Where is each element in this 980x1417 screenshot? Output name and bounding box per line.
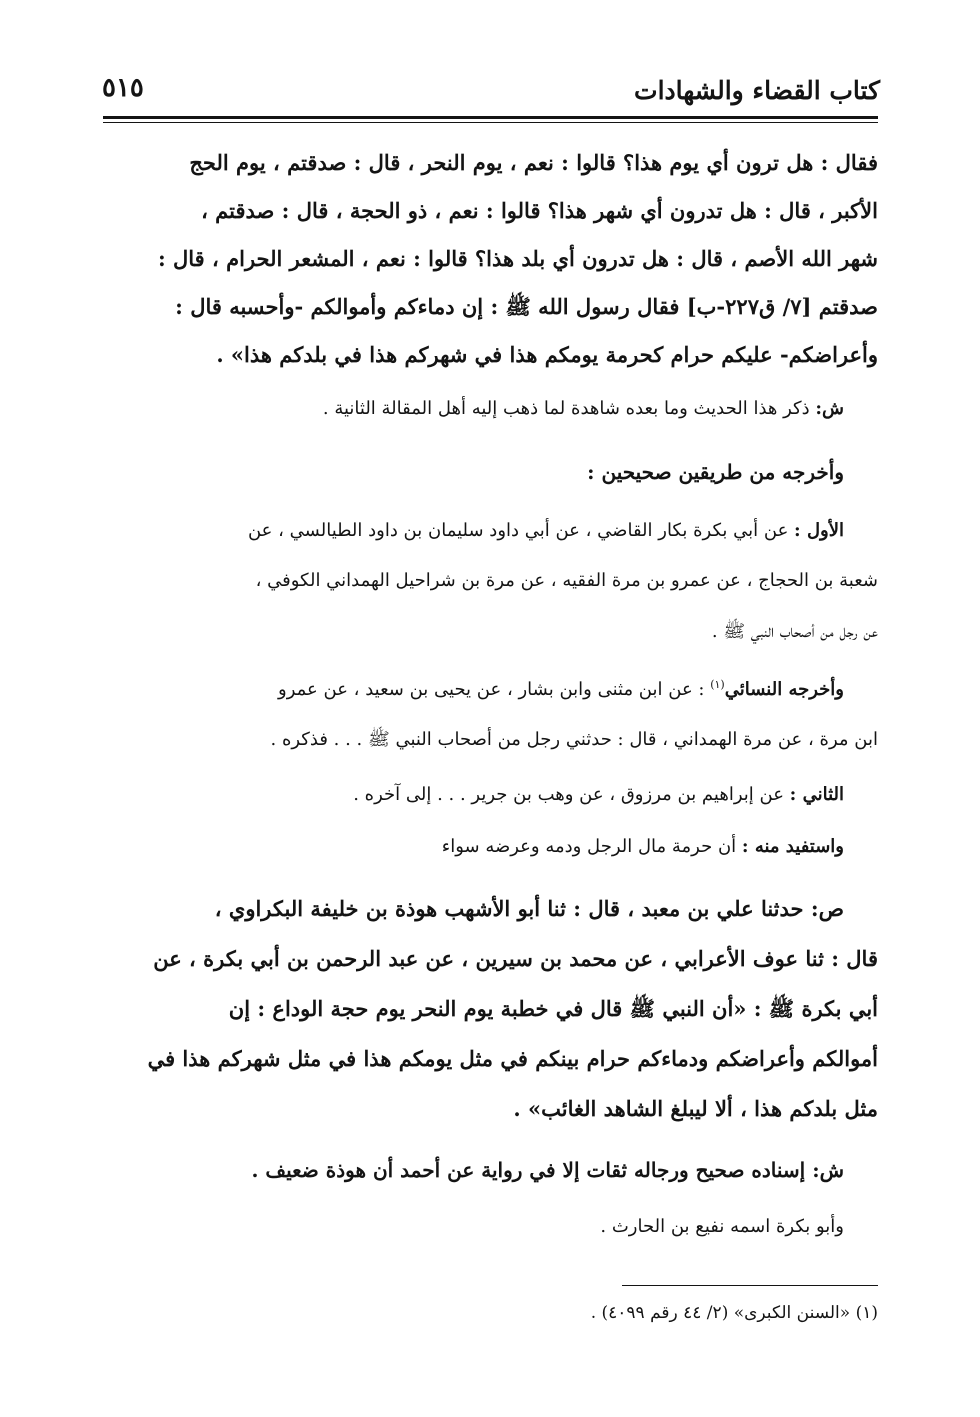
- p1-line-3: شهر الله الأصم ، قال : هل تدرون أي بلد هذا؟ قالوا : نعم ، المشعر الحرام ، قال :: [157, 246, 878, 271]
- p4-lead: الأول :: [794, 520, 844, 541]
- p7-text: أن حرمة مال الرجل ودمه وعرضه سواء: [441, 836, 742, 857]
- p5-line-1: [278, 678, 844, 700]
- p9-text: إسناده صحيح ورجاله ثقات إلا في رواية عن أحمد أن هوذة ضعيف .: [251, 1158, 813, 1182]
- running-header-title: كتاب القضاء والشهادات: [634, 76, 880, 105]
- p3-heading: وأخرجه من طريقين صحيحين :: [587, 460, 844, 484]
- p8-line-3: أبي بكرة ﷺ : «أن النبي ﷺ قال في خطبة يوم النحر يوم حجة الوداع : إن: [228, 996, 878, 1021]
- page-number: ٥١٥: [102, 73, 144, 103]
- footnote-1: (١) «السنن الكبرى» (٢/ ٤٤ رقم ٤٠٩٩) .: [590, 1303, 878, 1323]
- p1-line-5: وأعراضكم- عليكم حرام كحرمة يومكم هذا في شهركم هذا في بلدكم هذا» .: [216, 342, 878, 367]
- p2-line: [323, 398, 844, 419]
- p1-line-2: الأكبر ، قال : هل تدرون أي شهر هذا؟ قالوا : نعم ، ذو الحجة ، قال : صدقتم ،: [201, 198, 878, 223]
- p7-lead: واستفيد منه :: [741, 836, 844, 857]
- p5-text-1: : عن ابن مثنى وابن بشار ، عن يحيى بن سعيد ، عن عمرو: [278, 679, 711, 700]
- p8-line-5: مثل بلدكم هذا ، ألا ليبلغ الشاهد الغائب» .: [513, 1096, 878, 1121]
- p8-line-1: ص: حدثنا علي بن معبد ، قال : ثنا أبو الأشهب هوذة بن خليفة البكراوي ،: [214, 896, 844, 921]
- p4-line-1: [248, 520, 844, 541]
- p7-line: [442, 836, 844, 857]
- p9-lead: ش:: [812, 1158, 844, 1182]
- p6-text: عن إبراهيم بن مرزوق ، عن وهب بن جرير . . . إلى آخره .: [353, 784, 790, 805]
- p6-lead: الثاني :: [789, 784, 844, 805]
- p4-line-3: عن رجل من أصحاب النبي ﷺ .: [711, 621, 878, 642]
- footnote-ref-1: (١): [710, 678, 725, 691]
- p5-line-2: ابن مرة ، عن مرة الهمداني ، قال : حدثني رجل من أصحاب النبي ﷺ . . . فذكره .: [270, 729, 878, 750]
- p6-line: [353, 784, 844, 805]
- p4-text-1: عن أبي بكرة بكار القاضي ، عن أبي داود سليمان بن داود الطيالسي ، عن: [247, 520, 795, 541]
- p2-text: ذكر هذا الحديث وما بعده شاهدة لما ذهب إليه أهل المقالة الثانية .: [322, 398, 816, 419]
- p2-lead: ش:: [815, 398, 844, 419]
- p5-lead: وأخرجه النسائي: [724, 679, 844, 700]
- p8-line-4: أموالكم وأعراضكم ودماءكم حرام بينكم في مثل يومكم هذا في مثل شهركم هذا في: [147, 1046, 878, 1071]
- p9-line: [251, 1158, 844, 1182]
- header-rule-thin: [103, 122, 878, 123]
- p4-line-2: شعبة بن الحجاج ، عن عمرو بن مرة الفقيه ، عن مرة بن شراحيل الهمداني الكوفي ،: [255, 570, 878, 591]
- header-rule-thick: [103, 116, 878, 119]
- footnote-rule: [622, 1285, 878, 1286]
- p8-line-2: قال : ثنا عوف الأعرابي ، عن محمد بن سيرين ، عن عبد الرحمن بن أبي بكرة ، عن: [153, 946, 878, 971]
- p1-line-4: صدقتم [٧/ ق٢٢٧-ب] فقال رسول الله ﷺ : إن دماءكم وأموالكم -وأحسبه قال :: [175, 294, 878, 319]
- p1-line-1: فقال : هل ترون أي يوم هذا؟ قالوا : نعم ، يوم النحر ، قال : صدقتم ، يوم الحج: [189, 150, 878, 175]
- p10-line: وأبو بكرة اسمه نفيع بن الحارث .: [600, 1216, 844, 1237]
